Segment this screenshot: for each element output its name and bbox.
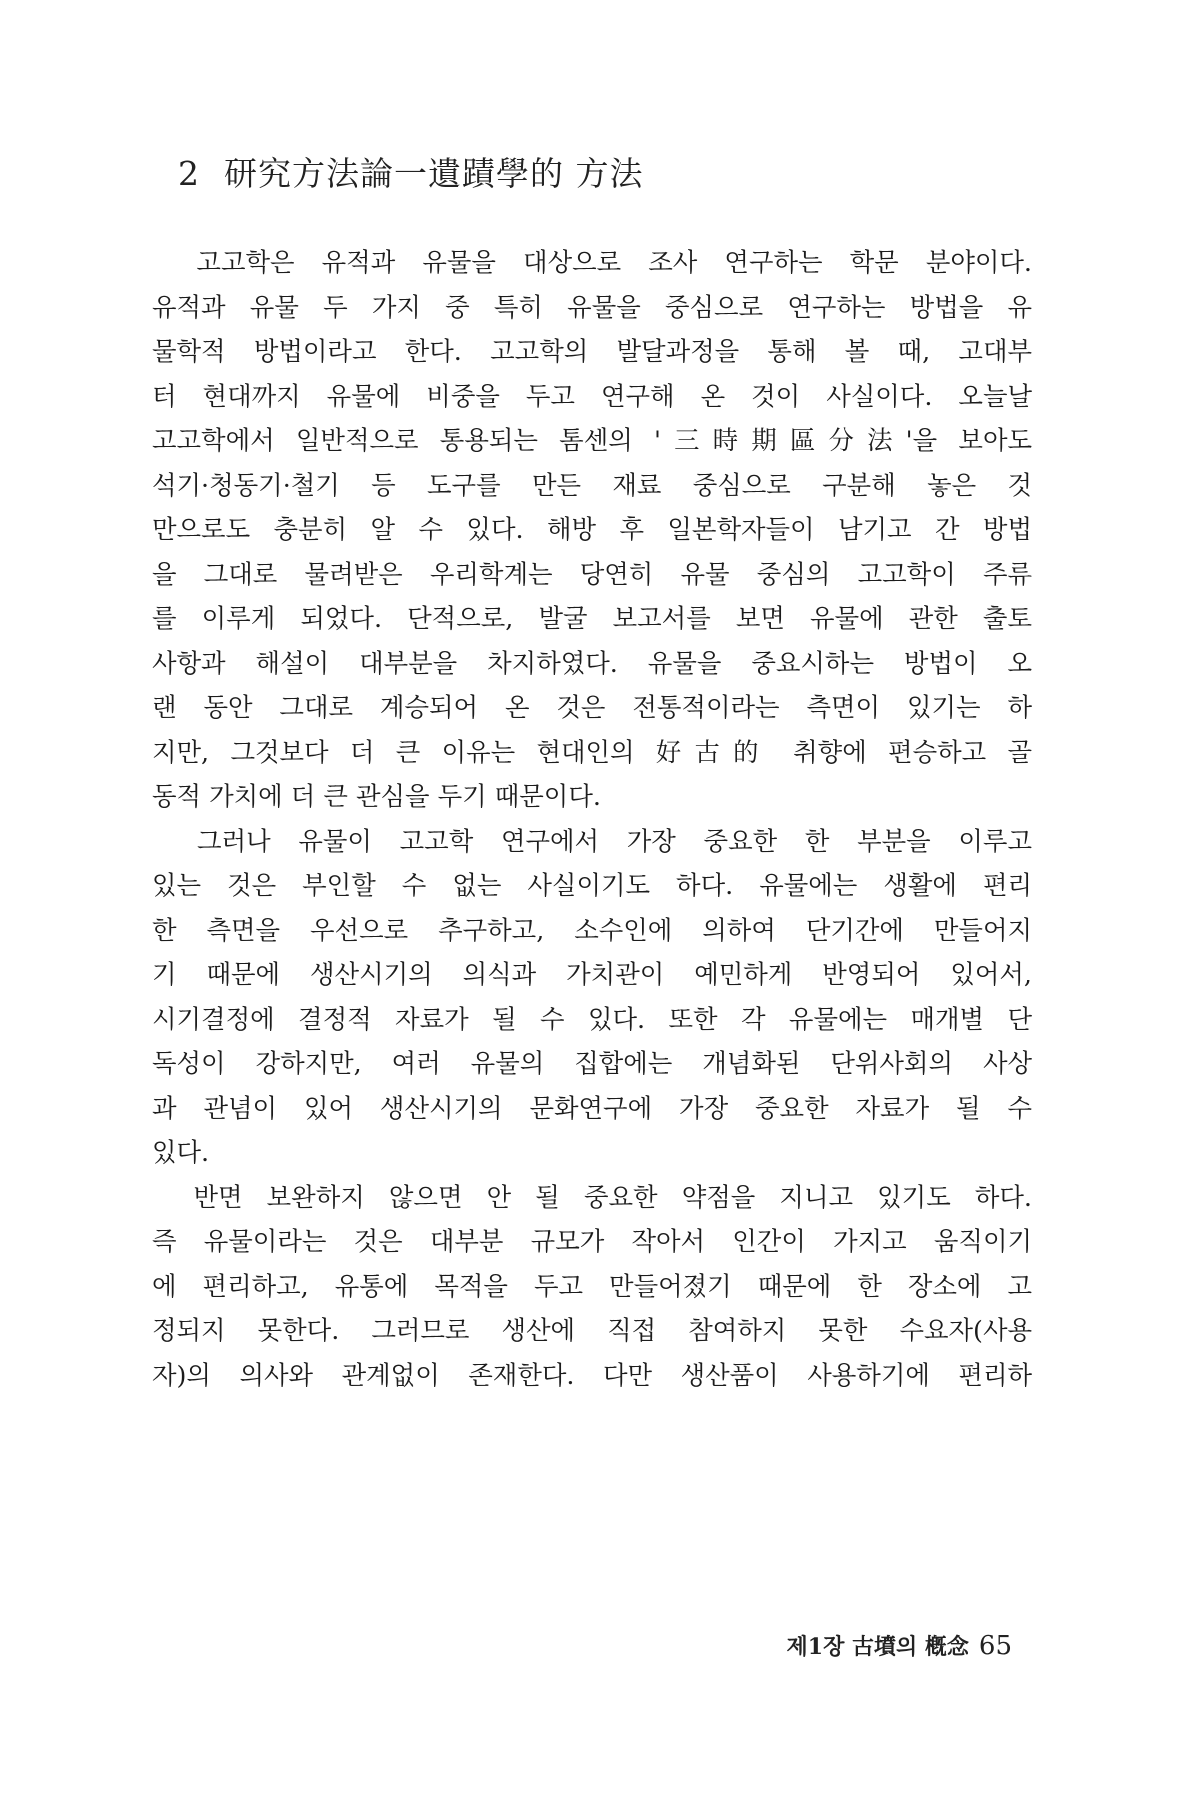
text-line: 물학적 방법이라고 한다. 고고학의 발달과정을 통해 볼 때, 고대부 bbox=[152, 336, 1032, 366]
text-line: 를 이루게 되었다. 단적으로, 발굴 보고서를 보면 유물에 관한 출토 bbox=[152, 603, 1032, 633]
text-line: 유적과 유물 두 가지 중 특히 유물을 중심으로 연구하는 방법을 유 bbox=[152, 291, 1032, 322]
text-line: 사항과 해설이 대부분을 차지하였다. 유물을 중요시하는 방법이 오 bbox=[152, 647, 1032, 678]
text-line: 터 현대까지 유물에 비중을 두고 연구해 온 것이 사실이다. 오늘날 bbox=[152, 380, 1032, 411]
text-line: 과 관념이 있어 생산시기의 문화연구에 가장 중요한 자료가 될 수 bbox=[152, 1092, 1032, 1123]
text-line: 있는 것은 부인할 수 없는 사실이기도 하다. 유물에는 생활에 편리 bbox=[152, 870, 1032, 900]
text-line: 고고학에서 일반적으로 통용되는 톰센의 '三時期區分法'을 보아도 bbox=[152, 425, 1032, 455]
text-line: 동적 가치에 더 큰 관심을 두기 때문이다. bbox=[152, 781, 601, 811]
text-line: 정되지 못한다. 그러므로 생산에 직접 참여하지 못한 수요자(사용 bbox=[152, 1315, 1032, 1345]
section-heading bbox=[178, 148, 644, 195]
text-line: 랜 동안 그대로 계승되어 온 것은 전통적이라는 측면이 있기는 하 bbox=[152, 692, 1032, 722]
text-line: 고고학은 유적과 유물을 대상으로 조사 연구하는 학문 분야이다. bbox=[152, 247, 1032, 277]
page-footer bbox=[787, 1630, 1012, 1661]
running-footer-chapter: 제1장 古墳의 槪念 bbox=[786, 1634, 969, 1660]
text-line: 즉 유물이라는 것은 대부분 규모가 작아서 인간이 가지고 움직이기 bbox=[152, 1226, 1032, 1256]
page-number: 65 bbox=[978, 1631, 1012, 1661]
text-line: 만으로도 충분히 알 수 있다. 해방 후 일본학자들이 남기고 간 방법 bbox=[152, 514, 1032, 544]
text-line: 지만, 그것보다 더 큰 이유는 현대인의 好古的 취향에 편승하고 골 bbox=[152, 736, 1032, 767]
text-line: 반면 보완하지 않으면 안 될 중요한 약점을 지니고 있기도 하다. bbox=[152, 1181, 1032, 1212]
body-text bbox=[152, 240, 1032, 1397]
section-title: 研究方法論一遺蹟學的 方法 bbox=[224, 154, 644, 193]
text-line: 있다. bbox=[152, 1137, 210, 1167]
text-line: 을 그대로 물려받은 우리학계는 당연히 유물 중심의 고고학이 주류 bbox=[152, 558, 1032, 589]
text-line: 독성이 강하지만, 여러 유물의 집합에는 개념화된 단위사회의 사상 bbox=[152, 1048, 1032, 1078]
text-line: 시기결정에 결정적 자료가 될 수 있다. 또한 각 유물에는 매개별 단 bbox=[152, 1003, 1032, 1034]
text-line: 기 때문에 생산시기의 의식과 가치관이 예민하게 반영되어 있어서, bbox=[152, 959, 1032, 989]
text-line: 그러나 유물이 고고학 연구에서 가장 중요한 한 부분을 이루고 bbox=[152, 825, 1032, 856]
text-line: 자)의 의사와 관계없이 존재한다. 다만 생산품이 사용하기에 편리하 bbox=[152, 1359, 1032, 1390]
text-line: 석기·청동기·철기 등 도구를 만든 재료 중심으로 구분해 놓은 것 bbox=[152, 469, 1032, 500]
text-line: 한 측면을 우선으로 추구하고, 소수인에 의하여 단기간에 만들어지 bbox=[152, 914, 1032, 945]
section-number: 2 bbox=[178, 154, 200, 193]
text-line: 에 편리하고, 유통에 목적을 두고 만들어졌기 때문에 한 장소에 고 bbox=[152, 1270, 1032, 1301]
